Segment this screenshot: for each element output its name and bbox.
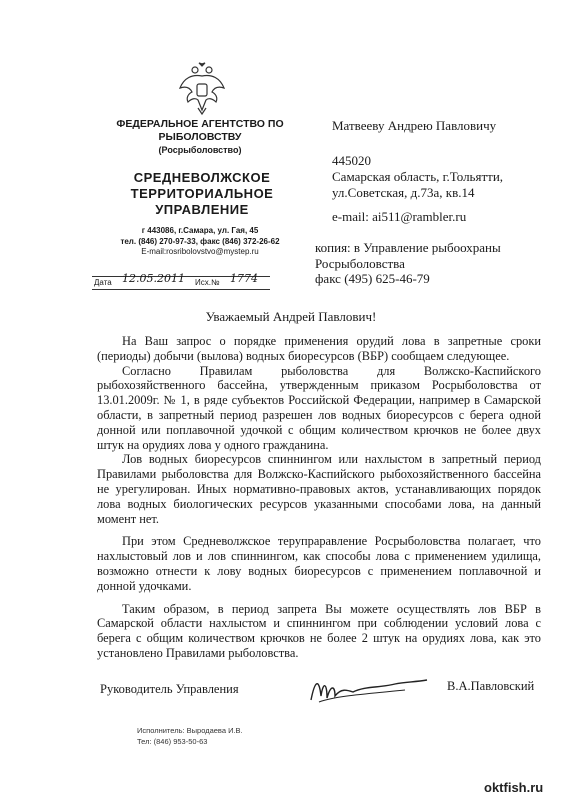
executor-info — [137, 725, 243, 747]
address-line-2: тел. (846) 270-97-33, факс (846) 372-26-62 — [120, 236, 280, 246]
recipient-address-line-2: ул.Советская, д.73а, кв.14 — [332, 185, 475, 200]
paragraph: При этом Средневолжское терупраравление Росрыболовства полагает, что нахлыстовый лов и лов спиннингом, как способы лова с применением удилища, возможно отнести к лову водных биоресурсов с применением поплавочной и донной удочками. — [97, 534, 541, 593]
date-number-box — [92, 272, 270, 290]
agency-line-2: РЫБОЛОВСТВУ — [158, 131, 242, 143]
signatory-role: Руководитель Управления — [100, 682, 239, 696]
out-number-label: Исх.№ — [195, 278, 220, 287]
date-value: 12.05.2011 — [122, 272, 185, 285]
executor-phone: Тел: (846) 953-50-63 — [137, 737, 208, 746]
out-number-value: 1774 — [230, 272, 258, 285]
watermark: oktfish.ru — [484, 780, 544, 795]
double-headed-eagle-icon — [178, 62, 226, 116]
copy-line-3: факс (495) 625-46-79 — [315, 271, 430, 286]
recipient-address-line-1: Самарская область, г.Тольятти, — [332, 169, 504, 184]
agency-line-1: ФЕДЕРАЛЬНОЕ АГЕНТСТВО ПО — [116, 118, 284, 130]
paragraph: На Ваш запрос о порядке применения орудий лова в запретные сроки (периоды) добычи (вылова) водных биоресурсов (ВБР) сообщаем следующее. — [97, 334, 541, 363]
recipient-name: Матвееву Андрею Павловичу — [332, 118, 497, 133]
department-name — [112, 170, 292, 218]
copy-line-1: копия: в Управление рыбоохраны — [315, 240, 501, 255]
signatory-name: В.А.Павловский — [447, 679, 535, 693]
dept-line-1: СРЕДНЕВОЛЖСКОЕ — [133, 170, 271, 185]
address-email: E-mail:rosribolovstvo@mystep.ru — [141, 247, 259, 256]
paragraph: Таким образом, в период запрета Вы можете осуществлять лов ВБР в Самарской области нахлыстом и спиннингом при соблюдении условий лова с берега с общим количеством крючков не более 2 штук на орудиях лова, как это установлено Правилами рыболовства. — [97, 601, 541, 660]
dept-line-3: УПРАВЛЕНИЕ — [155, 202, 249, 217]
paragraph: Согласно Правилам рыболовства для Волжско-Каспийского рыбохозяйственного бассейна, утвержденным приказом Росрыболовства от 13.01.2009г. № 1, в ряде субъектов Российской Федерации, например в Самарской области, в запретный период разрешен лов водных биоресурсов с берега одной донной или поплавочной удочкой с общим количеством крючков не более двух штук на орудиях лова у одного гражданина. — [97, 363, 541, 452]
handwritten-signature — [305, 672, 430, 706]
agency-name — [100, 118, 300, 157]
recipient-postcode: 445020 — [332, 153, 371, 168]
recipient-email: e-mail: ai511@rambler.ru — [332, 209, 467, 224]
address-line-1: г 443086, г.Самара, ул. Гая, 45 — [141, 226, 259, 235]
copy-to — [315, 240, 565, 287]
letterhead-address — [100, 226, 300, 258]
agency-short-name: (Росрыболовство) — [158, 145, 242, 155]
dept-line-2: ТЕРРИТОРИАЛЬНОЕ — [130, 186, 274, 201]
date-label: Дата — [94, 278, 112, 287]
executor-name: Исполнитель: Выродаева И.В. — [137, 726, 243, 735]
greeting: Уважаемый Андрей Павлович! — [205, 309, 377, 324]
copy-line-2: Росрыболовства — [315, 255, 405, 271]
letter-body — [97, 334, 541, 661]
paragraph: Лов водных биоресурсов спиннингом или нахлыстом в запретный период Правилами рыболовства для Волжско-Каспийского рыбохозяйственного бассейна не урегулирован. Иных нормативно-правовых актов, устанавливающих порядок лова водных биологических ресурсов указанными способами лова, на данный момент нет. — [97, 452, 541, 526]
recipient-address — [332, 153, 572, 201]
